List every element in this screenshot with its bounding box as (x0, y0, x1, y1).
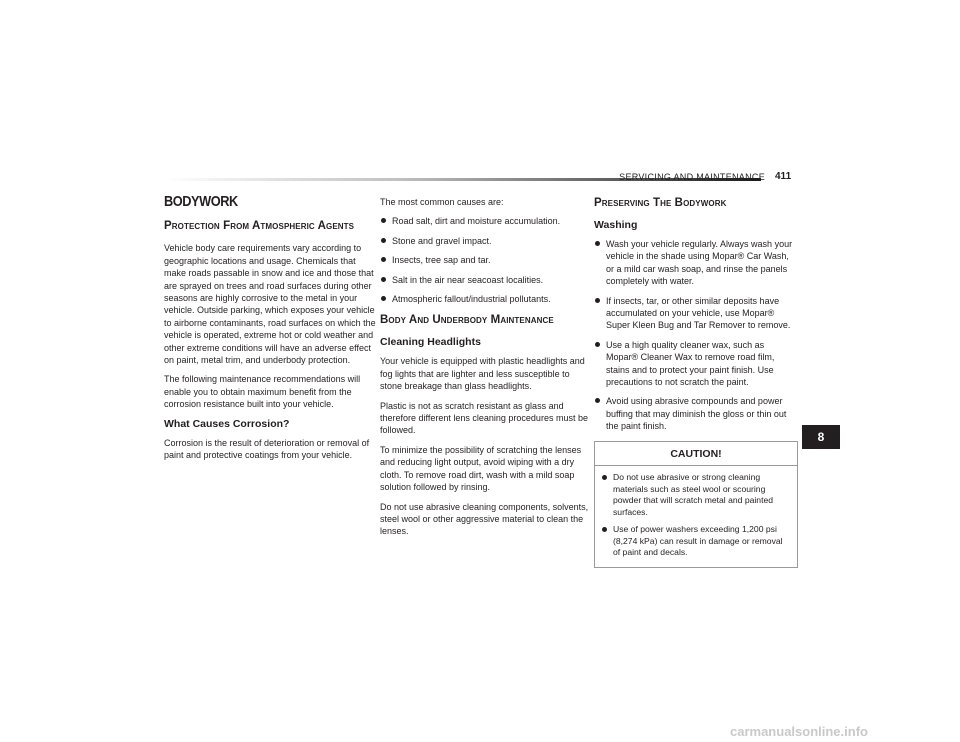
bullet-icon (381, 277, 386, 282)
caution-box (594, 441, 798, 568)
bullet-icon (602, 475, 607, 480)
list-item: Do not use abrasive or strong cleaning materials such as steel wool or scouring powder that will scratch metal and painted surfaces. (601, 472, 791, 518)
bullet-icon (595, 241, 600, 246)
list-item: Road salt, dirt and moisture accumulation. (380, 215, 592, 227)
headlights-heading: Cleaning Headlights (380, 336, 481, 349)
bullet-icon (595, 298, 600, 303)
paragraph: Vehicle body care requirements vary according to geographic locations and usage. Chemicals that make roads passable in snow and ice and those that are sprayed on trees and road surfaces during other seasons are highly corrosive to the metal in your vehicle. Outside parking, which exposes your vehicle to airborne contaminants, road surfaces on which the vehicle is operated, extreme hot or cold weather and other extreme conditions will have an adverse effect on paint, metal trim, and underbody protection. (164, 243, 376, 366)
underbody-heading: Body And Underbody Maintenance (380, 314, 554, 327)
watermark: carmanualsonline.info (730, 724, 868, 739)
bullet-icon (381, 238, 386, 243)
bullet-icon (602, 527, 607, 532)
corrosion-heading: What Causes Corrosion? (164, 417, 290, 430)
list-item: Salt in the air near seacoast localities. (380, 274, 592, 286)
caution-list (595, 466, 797, 567)
paragraph: Plastic is not as scratch resistant as glass and therefore different lens cleaning procedures must be followed. (380, 400, 588, 436)
causes-list (380, 215, 592, 305)
bullet-icon (381, 257, 386, 262)
preserving-heading: Preserving The Bodywork (594, 197, 727, 209)
paragraph: Your vehicle is equipped with plastic headlights and fog lights that are lighter and less susceptible to stone breakage than glass headlights. (380, 356, 585, 392)
paragraph: Corrosion is the result of deterioration or removal of paint and protective coatings from your vehicle. (164, 437, 370, 461)
protection-heading: Protection From Atmospheric Agents (164, 220, 355, 233)
list-item: If insects, tar, or other similar deposits have accumulated on your vehicle, use Mopar® Super Kleen Bug and Tar Remover to remove. (594, 295, 798, 332)
washing-list (594, 238, 798, 433)
list-item: Wash your vehicle regularly. Always wash your vehicle in the shade using Mopar® Car Wash, or a mild car wash soap, and rinse the panels completely with water. (594, 238, 798, 288)
paragraph: Do not use abrasive cleaning components, solvents, steel wool or other aggressive material to clean the lenses. (380, 501, 589, 537)
bullet-icon (381, 218, 386, 223)
list-item: Atmospheric fallout/industrial pollutants. (380, 293, 592, 305)
bullet-icon (595, 342, 600, 347)
page-number: 411 (775, 171, 792, 182)
column-middle (380, 196, 592, 545)
list-item: Avoid using abrasive compounds and power buffing that may diminish the gloss or thin out the paint finish. (594, 395, 798, 432)
caution-title: CAUTION! (595, 442, 797, 466)
list-item: Stone and gravel impact. (380, 235, 592, 247)
chapter-tab: 8 (802, 425, 840, 449)
running-header-section: SERVICING AND MAINTENANCE (619, 172, 765, 182)
bullet-icon (381, 296, 386, 301)
column-right (594, 196, 798, 568)
list-item: Use of power washers exceeding 1,200 psi (8,274 kPa) can result in damage or removal of paint and decals. (601, 524, 791, 559)
section-title: BODYWORK (164, 193, 238, 210)
column-left (164, 193, 376, 469)
washing-heading: Washing (594, 219, 638, 231)
list-item: Insects, tree sap and tar. (380, 254, 592, 266)
paragraph: The following maintenance recommendations will enable you to obtain maximum benefit from the corrosion resistance built into your vehicle. (164, 374, 361, 410)
bullet-icon (595, 398, 600, 403)
causes-intro: The most common causes are: (380, 197, 504, 207)
list-item: Use a high quality cleaner wax, such as Mopar® Cleaner Wax to remove road film, stains and to protect your paint finish. Use precautions to not scratch the paint. (594, 339, 798, 389)
paragraph: To minimize the possibility of scratching the lenses and reducing light output, avoid wiping with a dry cloth. To remove road dirt, wash with a mild soap solution followed by rinsing. (380, 444, 582, 493)
